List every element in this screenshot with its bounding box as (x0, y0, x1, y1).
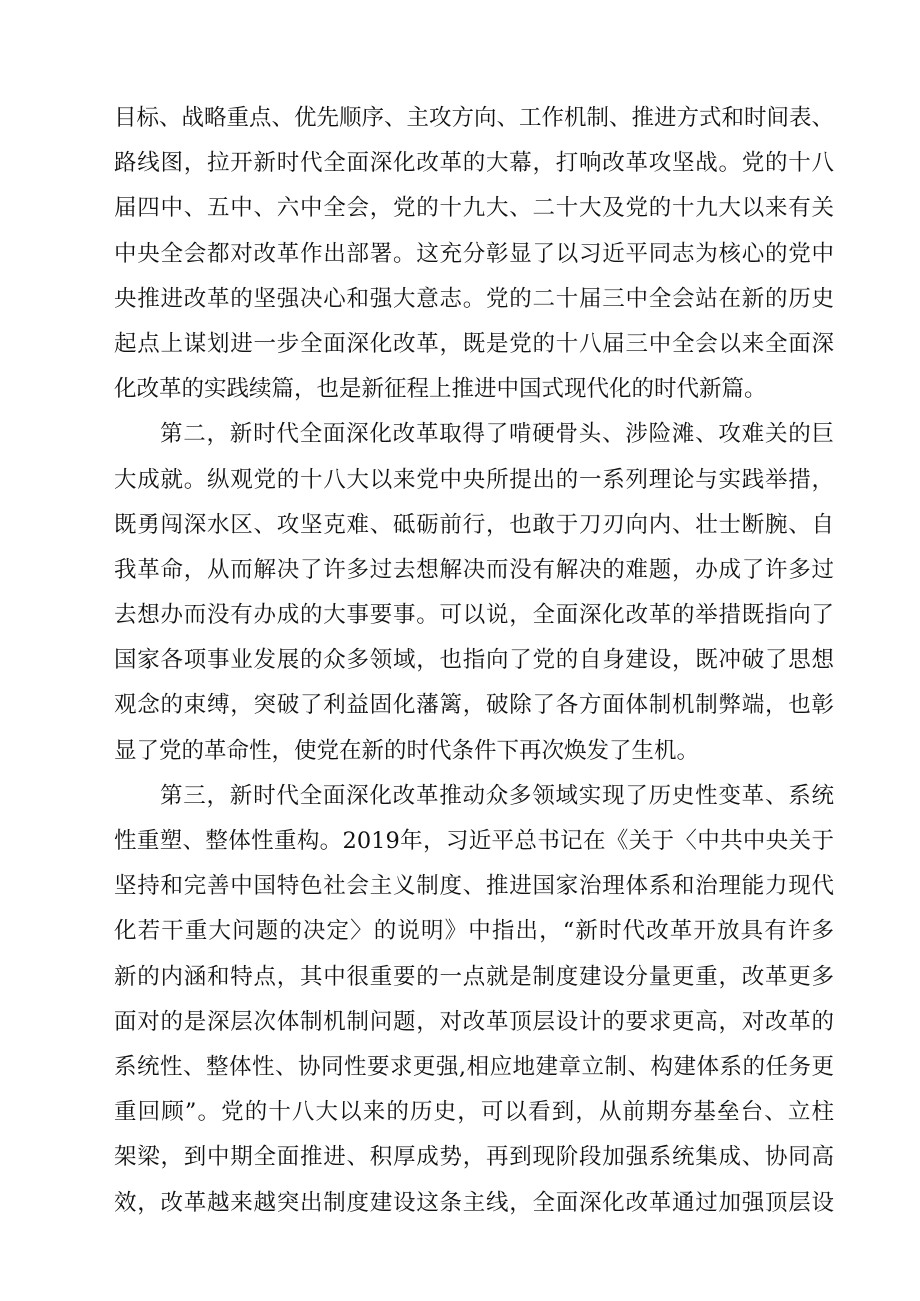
text-line: 大成就。纵观党的十八大以来党中央所提出的一系列理论与实践举措， (114, 466, 834, 493)
text-line: 国家各项事业发展的众多领域，也指向了党的自身建设，既冲破了思想 (114, 647, 834, 674)
text-line: 性重塑、整体性重构。2019年，习近平总书记在《关于〈中共中央关于 (114, 828, 834, 854)
text-line: 去想办而没有办成的大事要事。可以说，全面深化改革的举措既指向了 (114, 602, 834, 629)
text-line: 显了党的革命性，使党在新的时代条件下再次焕发了生机。 (114, 737, 700, 764)
text-line: 央推进改革的坚强决心和强大意志。党的二十届三中全会站在新的历史 (114, 285, 834, 312)
paragraph-2 (114, 412, 834, 774)
text-line: 中央全会都对改革作出部署。这充分彰显了以习近平同志为核心的党中 (114, 240, 834, 267)
paragraph-1 (114, 96, 834, 412)
text-line: 重回顾”。党的十八大以来的历史，可以看到，从前期夯基垒台、立柱 (114, 1099, 834, 1126)
text-line: 届四中、五中、六中全会，党的十九大、二十大及党的十九大以来有关 (114, 195, 834, 222)
text-line: 第二，新时代全面深化改革取得了啃硬骨头、涉险滩、攻难关的巨 (160, 421, 834, 448)
text-line: 观念的束缚，突破了利益固化藩篱，破除了各方面体制机制弊端，也彰 (114, 692, 834, 719)
text-line: 既勇闯深水区、攻坚克难、砥砺前行，也敢于刀刃向内、壮士断腕、自 (114, 511, 834, 538)
text-line: 新的内涵和特点，其中很重要的一点就是制度建设分量更重，改革更多 (114, 963, 834, 990)
text-line: 起点上谋划进一步全面深化改革，既是党的十八届三中全会以来全面深 (114, 330, 834, 357)
text-line: 面对的是深层次体制机制问题，对改革顶层设计的要求更高，对改革的 (114, 1008, 834, 1035)
document-body (114, 96, 834, 1226)
text-line: 系统性、整体性、协同性要求更强,相应地建章立制、构建体系的任务更 (114, 1053, 834, 1080)
text-line: 坚持和完善中国特色社会主义制度、推进国家治理体系和治理能力现代 (114, 873, 834, 900)
text-line: 效，改革越来越突出制度建设这条主线，全面深化改革通过加强顶层设 (114, 1189, 834, 1216)
text-line: 化若干重大问题的决定〉的说明》中指出，“新时代改革开放具有许多 (114, 918, 834, 945)
text-line: 架梁，到中期全面推进、积厚成势，再到现阶段加强系统集成、协同高 (114, 1144, 834, 1171)
text-line: 第三，新时代全面深化改革推动众多领域实现了历史性变革、系统 (160, 782, 834, 809)
text-line: 我革命，从而解决了许多过去想解决而没有解决的难题，办成了许多过 (114, 556, 834, 583)
text-line: 路线图，拉开新时代全面深化改革的大幕，打响改革攻坚战。党的十八 (114, 150, 834, 177)
text-line: 目标、战略重点、优先顺序、主攻方向、工作机制、推进方式和时间表、 (114, 105, 835, 131)
text-line: 化改革的实践续篇，也是新征程上推进中国式现代化的时代新篇。 (114, 376, 767, 403)
paragraph-3 (114, 774, 834, 1226)
